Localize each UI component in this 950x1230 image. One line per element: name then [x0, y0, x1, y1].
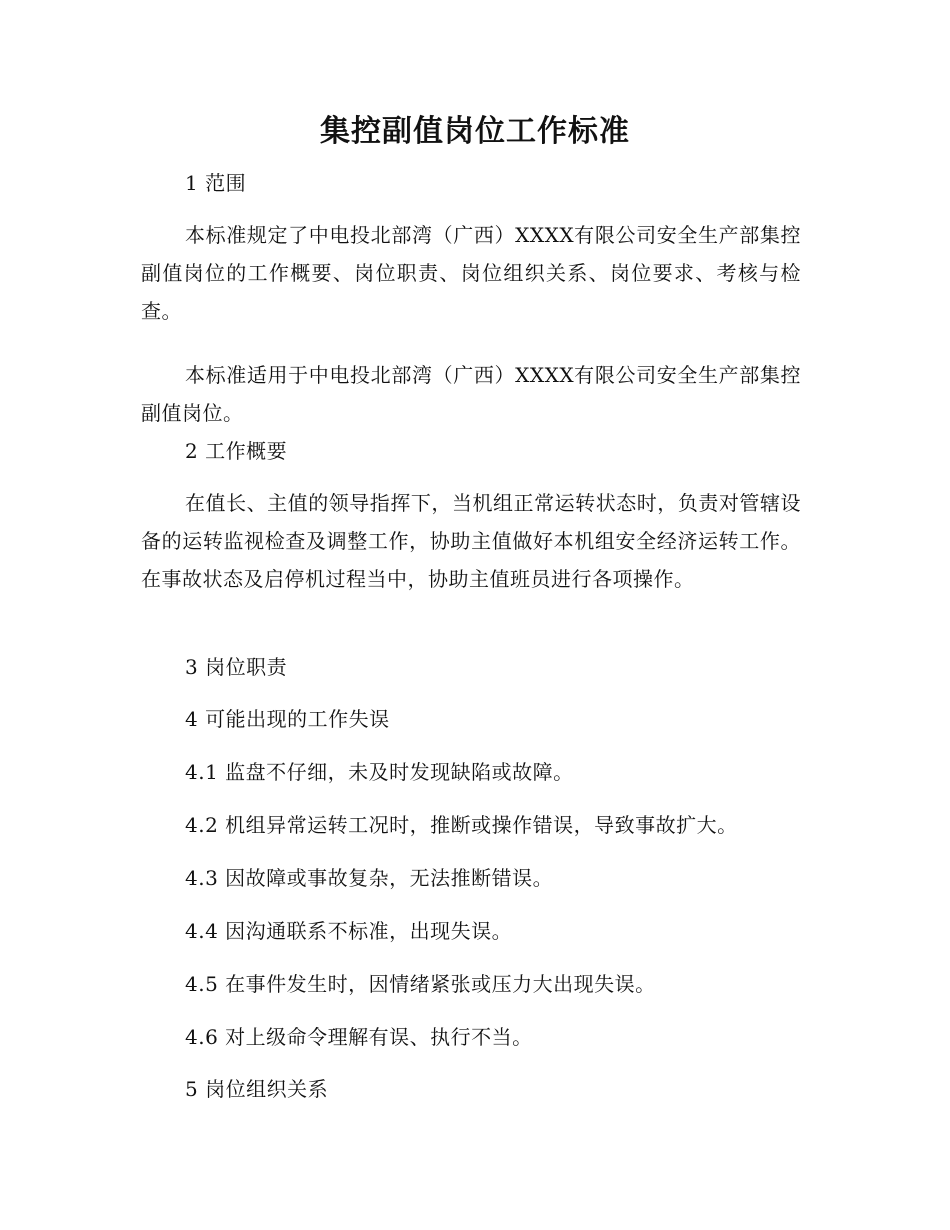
error-item: 4.6 对上级命令理解有误、执行不当。	[185, 1025, 533, 1049]
scope-paragraph-2: 本标准适用于中电投北部湾（广西）XXXX有限公司安全生产部集控副值岗位。	[141, 363, 801, 425]
document-title: 集控副值岗位工作标准	[320, 114, 630, 149]
section-heading-scope: 1 范围	[185, 171, 247, 195]
error-item: 4.5 在事件发生时，因情绪紧张或压力大出现失误。	[185, 972, 656, 996]
error-item: 4.1 监盘不仔细，未及时发现缺陷或故障。	[185, 760, 574, 784]
section-heading-possible-errors: 4 可能出现的工作失误	[185, 707, 390, 731]
section-heading-organization: 5 岗位组织关系	[185, 1077, 329, 1101]
error-item: 4.2 机组异常运转工况时，推断或操作错误，导致事故扩大。	[185, 813, 738, 837]
error-item: 4.3 因故障或事故复杂，无法推断错误。	[185, 866, 554, 890]
overview-paragraph: 在值长、主值的领导指挥下，当机组正常运转状态时，负责对管辖设备的运转监视检查及调整工作，协助主值做好本机组安全经济运转工作。在事故状态及启停机过程当中，协助主值班员进行各项操作。	[141, 491, 801, 591]
error-item: 4.4 因沟通联系不标准，出现失误。	[185, 919, 513, 943]
section-heading-overview: 2 工作概要	[185, 439, 288, 463]
scope-paragraph-1: 本标准规定了中电投北部湾（广西）XXXX有限公司安全生产部集控副值岗位的工作概要、岗位职责、岗位组织关系、岗位要求、考核与检查。	[141, 223, 801, 323]
section-heading-duties: 3 岗位职责	[185, 655, 288, 679]
